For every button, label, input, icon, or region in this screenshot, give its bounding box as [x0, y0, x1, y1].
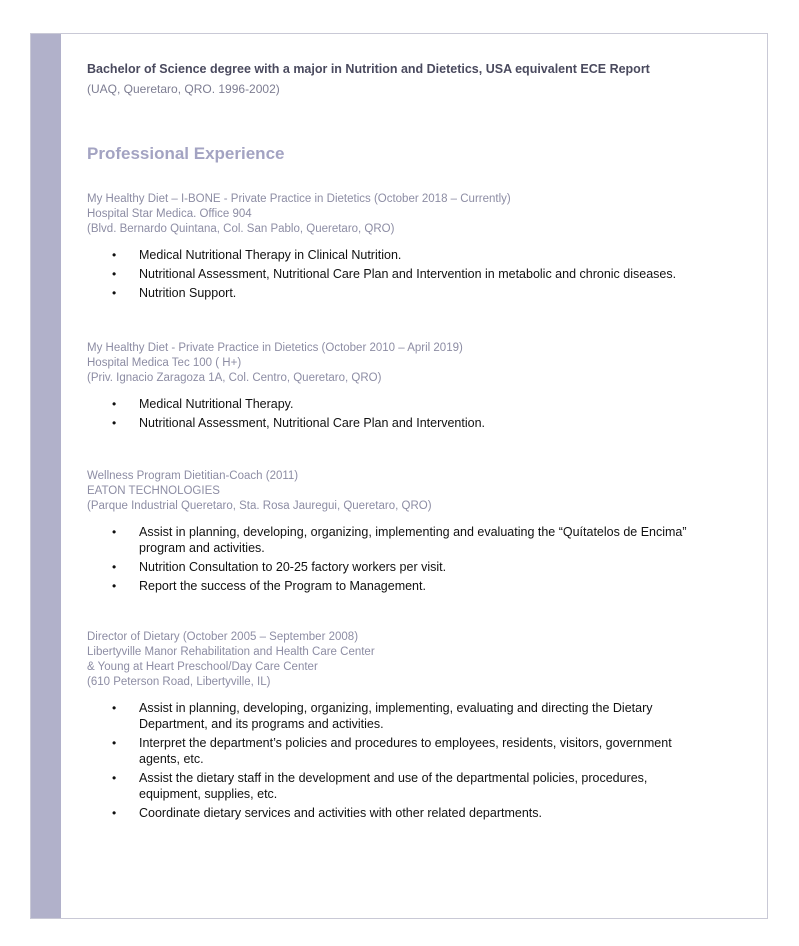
duty-item — [87, 415, 707, 431]
duty-text: Medical Nutritional Therapy in Clinical Nutrition. — [139, 248, 402, 262]
duty-text: Assist in planning, developing, organizing, implementing, evaluating and directing the Dietary Department, and its programs and activities. — [139, 701, 653, 731]
duty-item — [87, 396, 707, 412]
bullet-icon: • — [112, 248, 117, 262]
education-degree: Bachelor of Science degree with a major in Nutrition and Dietetics, USA equivalent ECE Report — [87, 62, 650, 76]
duty-text: Interpret the department’s policies and procedures to employees, residents, visitors, government agents, etc. — [139, 736, 672, 766]
bullet-icon: • — [112, 416, 117, 430]
section-title: Professional Experience — [87, 144, 285, 163]
duty-text: Medical Nutritional Therapy. — [139, 397, 294, 411]
job-duties — [87, 700, 707, 821]
duty-item — [87, 770, 707, 802]
bullet-icon: • — [112, 560, 117, 574]
duty-text: Report the success of the Program to Management. — [139, 579, 426, 593]
bullet-icon: • — [112, 701, 117, 715]
job-employer: EATON TECHNOLOGIES — [87, 485, 220, 497]
resume-content — [87, 62, 757, 824]
bullet-icon: • — [112, 579, 117, 593]
duty-item — [87, 285, 707, 301]
bullet-icon: • — [112, 525, 117, 539]
duty-item — [87, 805, 707, 821]
bullet-icon: • — [112, 771, 117, 785]
duty-text: Assist the dietary staff in the development and use of the departmental policies, procedures, equipment, supplies, etc. — [139, 771, 648, 801]
duty-text: Nutrition Support. — [139, 286, 237, 300]
bullet-icon: • — [112, 736, 117, 750]
duty-item — [87, 578, 707, 594]
duty-text: Nutritional Assessment, Nutritional Care Plan and Intervention in metabolic and chronic diseases. — [139, 267, 677, 281]
duty-item — [87, 524, 707, 556]
job-entry — [87, 469, 757, 594]
job-address: (610 Peterson Road, Libertyville, IL) — [87, 676, 271, 688]
duty-item — [87, 700, 707, 732]
duty-item — [87, 559, 707, 575]
job-title: Director of Dietary (October 2005 – September 2008) — [87, 631, 359, 643]
job-employer: Libertyville Manor Rehabilitation and Health Care Center — [87, 646, 375, 658]
duty-text: Coordinate dietary services and activities with other related departments. — [139, 806, 542, 820]
duty-item — [87, 266, 707, 282]
job-address: (Blvd. Bernardo Quintana, Col. San Pablo, Queretaro, QRO) — [87, 223, 395, 235]
job-title: My Healthy Diet – I-BONE - Private Practice in Dietetics (October 2018 – Currently) — [87, 193, 511, 205]
job-entry — [87, 341, 757, 431]
job-duties — [87, 396, 707, 431]
job-employer-secondary: & Young at Heart Preschool/Day Care Center — [87, 661, 318, 673]
job-entry — [87, 630, 757, 821]
bullet-icon: • — [112, 267, 117, 281]
duty-item — [87, 735, 707, 767]
education-institution: (UAQ, Queretaro, QRO. 1996-2002) — [87, 82, 280, 96]
bullet-icon: • — [112, 397, 117, 411]
job-employer: Hospital Medica Tec 100 ( H+) — [87, 357, 242, 369]
resume-page — [30, 33, 768, 919]
job-title: Wellness Program Dietitian-Coach (2011) — [87, 470, 299, 482]
job-entry — [87, 192, 757, 301]
decorative-sidebar — [31, 34, 61, 918]
bullet-icon: • — [112, 286, 117, 300]
job-employer: Hospital Star Medica. Office 904 — [87, 208, 252, 220]
duty-text: Nutrition Consultation to 20-25 factory workers per visit. — [139, 560, 447, 574]
duty-item — [87, 247, 707, 263]
job-address: (Parque Industrial Queretaro, Sta. Rosa Jauregui, Queretaro, QRO) — [87, 500, 432, 512]
job-duties — [87, 524, 707, 594]
duty-text: Nutritional Assessment, Nutritional Care Plan and Intervention. — [139, 416, 486, 430]
bullet-icon: • — [112, 806, 117, 820]
job-title: My Healthy Diet - Private Practice in Dietetics (October 2010 – April 2019) — [87, 342, 463, 354]
job-address: (Priv. Ignacio Zaragoza 1A, Col. Centro, Queretaro, QRO) — [87, 372, 382, 384]
duty-text: Assist in planning, developing, organizing, implementing and evaluating the “Quítatelos de Encima” program and activities. — [139, 525, 687, 555]
job-duties — [87, 247, 707, 301]
